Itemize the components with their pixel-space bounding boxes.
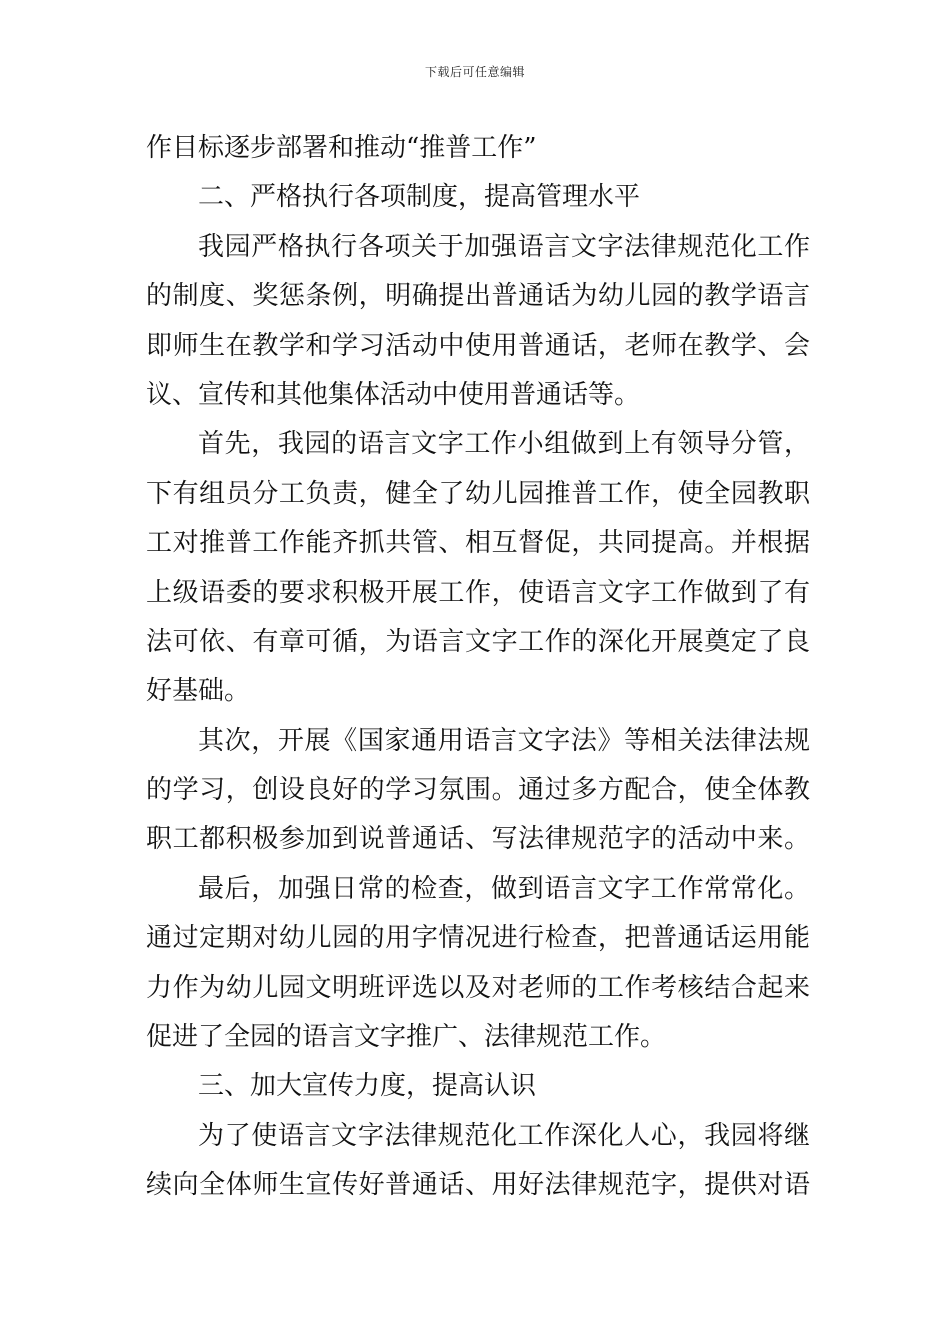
text-line: 力作为幼儿园文明班评选以及对老师的工作考核结合起来 bbox=[146, 972, 810, 1003]
text-line: 三、加大宣传力度，提高认识 bbox=[198, 1071, 537, 1102]
text-line: 议、宣传和其他集体活动中使用普通话等。 bbox=[146, 379, 641, 410]
text-line: 作目标逐步部署和推动“推普工作” bbox=[146, 133, 537, 163]
text-line: 职工都积极参加到说普通话、写法律规范字的活动中来。 bbox=[146, 824, 810, 855]
page-header: 下载后可任意编辑 bbox=[424, 65, 525, 79]
text-line: 法可依、有章可循，为语言文字工作的深化开展奠定了良 bbox=[146, 626, 810, 657]
text-line: 下有组员分工负责，健全了幼儿园推普工作，使全园教职 bbox=[146, 478, 810, 509]
text-line: 工对推普工作能齐抓共管、相互督促，共同提高。并根据 bbox=[146, 528, 810, 559]
text-line: 二、严格执行各项制度，提高管理水平 bbox=[198, 182, 641, 213]
text-line: 续向全体师生宣传好普通话、用好法律规范字，提供对语 bbox=[146, 1170, 810, 1201]
text-line: 的学习，创设良好的学习氛围。通过多方配合，使全体教 bbox=[146, 775, 810, 806]
text-line: 最后，加强日常的检查，做到语言文字工作常常化。 bbox=[198, 873, 810, 904]
text-line: 即师生在教学和学习活动中使用普通话，老师在教学、会 bbox=[146, 330, 810, 361]
text-line: 促进了全园的语言文字推广、法律规范工作。 bbox=[146, 1022, 667, 1053]
text-line: 上级语委的要求积极开展工作，使语言文字工作做到了有 bbox=[146, 577, 810, 608]
text-line: 为了使语言文字法律规范化工作深化人心，我园将继 bbox=[198, 1120, 810, 1151]
text-line: 其次，开展《国家通用语言文字法》等相关法律法规 bbox=[198, 725, 810, 756]
text-line: 首先，我园的语言文字工作小组做到上有领导分管， bbox=[198, 429, 810, 460]
document-body bbox=[146, 124, 810, 1211]
text-line: 好基础。 bbox=[146, 676, 251, 707]
text-line: 我园严格执行各项关于加强语言文字法律规范化工作 bbox=[198, 231, 810, 262]
text-line: 通过定期对幼儿园的用字情况进行检查，把普通话运用能 bbox=[146, 923, 810, 954]
text-line: 的制度、奖惩条例，明确提出普通话为幼儿园的教学语言 bbox=[146, 281, 810, 312]
